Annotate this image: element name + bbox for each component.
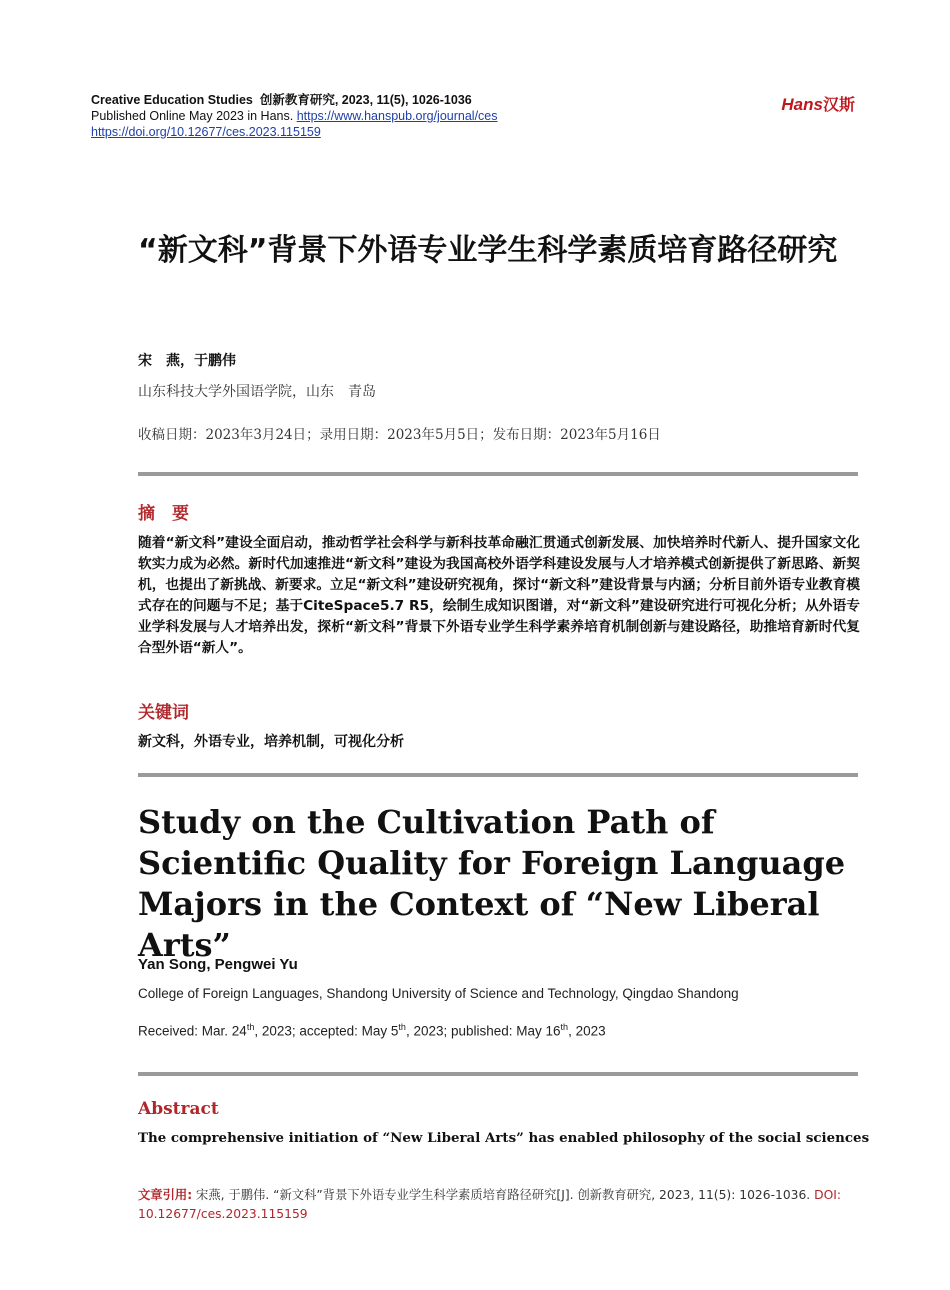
citation-doi[interactable]: DOI: 10.12677/ces.2023.115159 [138, 1188, 842, 1221]
keywords-cn: 新文科，外语专业，培养机制，可视化分析 [138, 734, 404, 750]
abstract-heading-en: Abstract [138, 1099, 219, 1119]
journal-citation-line [91, 92, 498, 108]
paper-title-en: Study on the Cultivation Path of Scientific Quality for Foreign Language Majors in the Context of “New Liberal Arts” [138, 803, 846, 964]
dates-en [138, 1022, 606, 1039]
journal-url-link[interactable]: https://www.hanspub.org/journal/ces [296, 109, 498, 123]
received-date: Received: Mar. 24 [138, 1023, 247, 1039]
affiliation-en: College of Foreign Languages, Shandong University of Science and Technology, Qingdao Shandong [138, 986, 739, 1001]
journal-name-en: Creative Education Studies [91, 93, 253, 107]
doi-url-link[interactable]: https://doi.org/10.12677/ces.2023.115159 [91, 125, 321, 139]
dates-cn: 收稿日期：2023年3月24日；录用日期：2023年5月5日；发布日期：2023年5月16日 [138, 427, 661, 443]
citation-block [138, 1186, 860, 1224]
published-sup: th [560, 1022, 569, 1032]
authors-cn: 宋 燕，于鹏伟 [138, 353, 236, 369]
affiliation-cn: 山东科技大学外国语学院，山东 青岛 [138, 384, 376, 400]
published-date: , 2023; published: May 16 [405, 1023, 561, 1039]
logo-latin: Hans [781, 95, 823, 114]
keywords-heading-cn: 关键词 [138, 703, 189, 723]
hans-logo [781, 92, 855, 115]
abstract-heading-cn: 摘 要 [138, 504, 189, 524]
published-year: , 2023 [568, 1023, 606, 1039]
logo-cn: 汉斯 [822, 97, 855, 114]
published-line [91, 108, 498, 124]
citation-text: 宋燕, 于鹏伟. “新文科”背景下外语专业学生科学素质培育路径研究[J]. 创新教育研究, 2023, 11(5): 1026-1036. [192, 1188, 815, 1202]
accepted-sup: th [398, 1022, 406, 1032]
published-text: Published Online May 2023 in Hans. [91, 109, 294, 123]
authors-en: Yan Song, Pengwei Yu [138, 956, 298, 973]
journal-header [91, 92, 498, 140]
accepted-date: , 2023; accepted: May 5 [254, 1023, 399, 1039]
abstract-cn: 随着“新文科”建设全面启动，推动哲学社会科学与新科技革命融汇贯通式创新发展、加快培养时代新人、提升国家文化软实力成为必然。新时代加速推进“新文科”建设为我国高校外语学科建设发展与人才培养模式创新提供了新思路、新契机，也提出了新挑战、新要求。立足“新文科”建设研究视角，探讨“新文科”建设背景与内涵；分析目前外语专业教育模式存在的问题与不足；基于CiteSpace5.7 R5，绘制生成知识图谱，对“新文科”建设研究进行可视化分析；从外语专业学科发展与人才培养出发，探析“新文科”背景下外语专业学生科学素养培育机制创新与建设路径，助推培育新时代复合型外语“新人”。 [138, 535, 860, 656]
journal-info-cn: 创新教育研究, 2023, 11(5), 1026-1036 [259, 93, 472, 107]
received-sup: th [246, 1022, 255, 1032]
divider-bottom [138, 1072, 858, 1076]
paper-title-cn: “新文科”背景下外语专业学生科学素质培育路径研究 [138, 233, 838, 268]
divider-middle [138, 773, 858, 777]
citation-label: 文章引用: [138, 1188, 193, 1202]
abstract-en: The comprehensive initiation of “New Liberal Arts” has enabled philosophy of the social sciences [138, 1130, 870, 1146]
divider-top [138, 472, 858, 476]
